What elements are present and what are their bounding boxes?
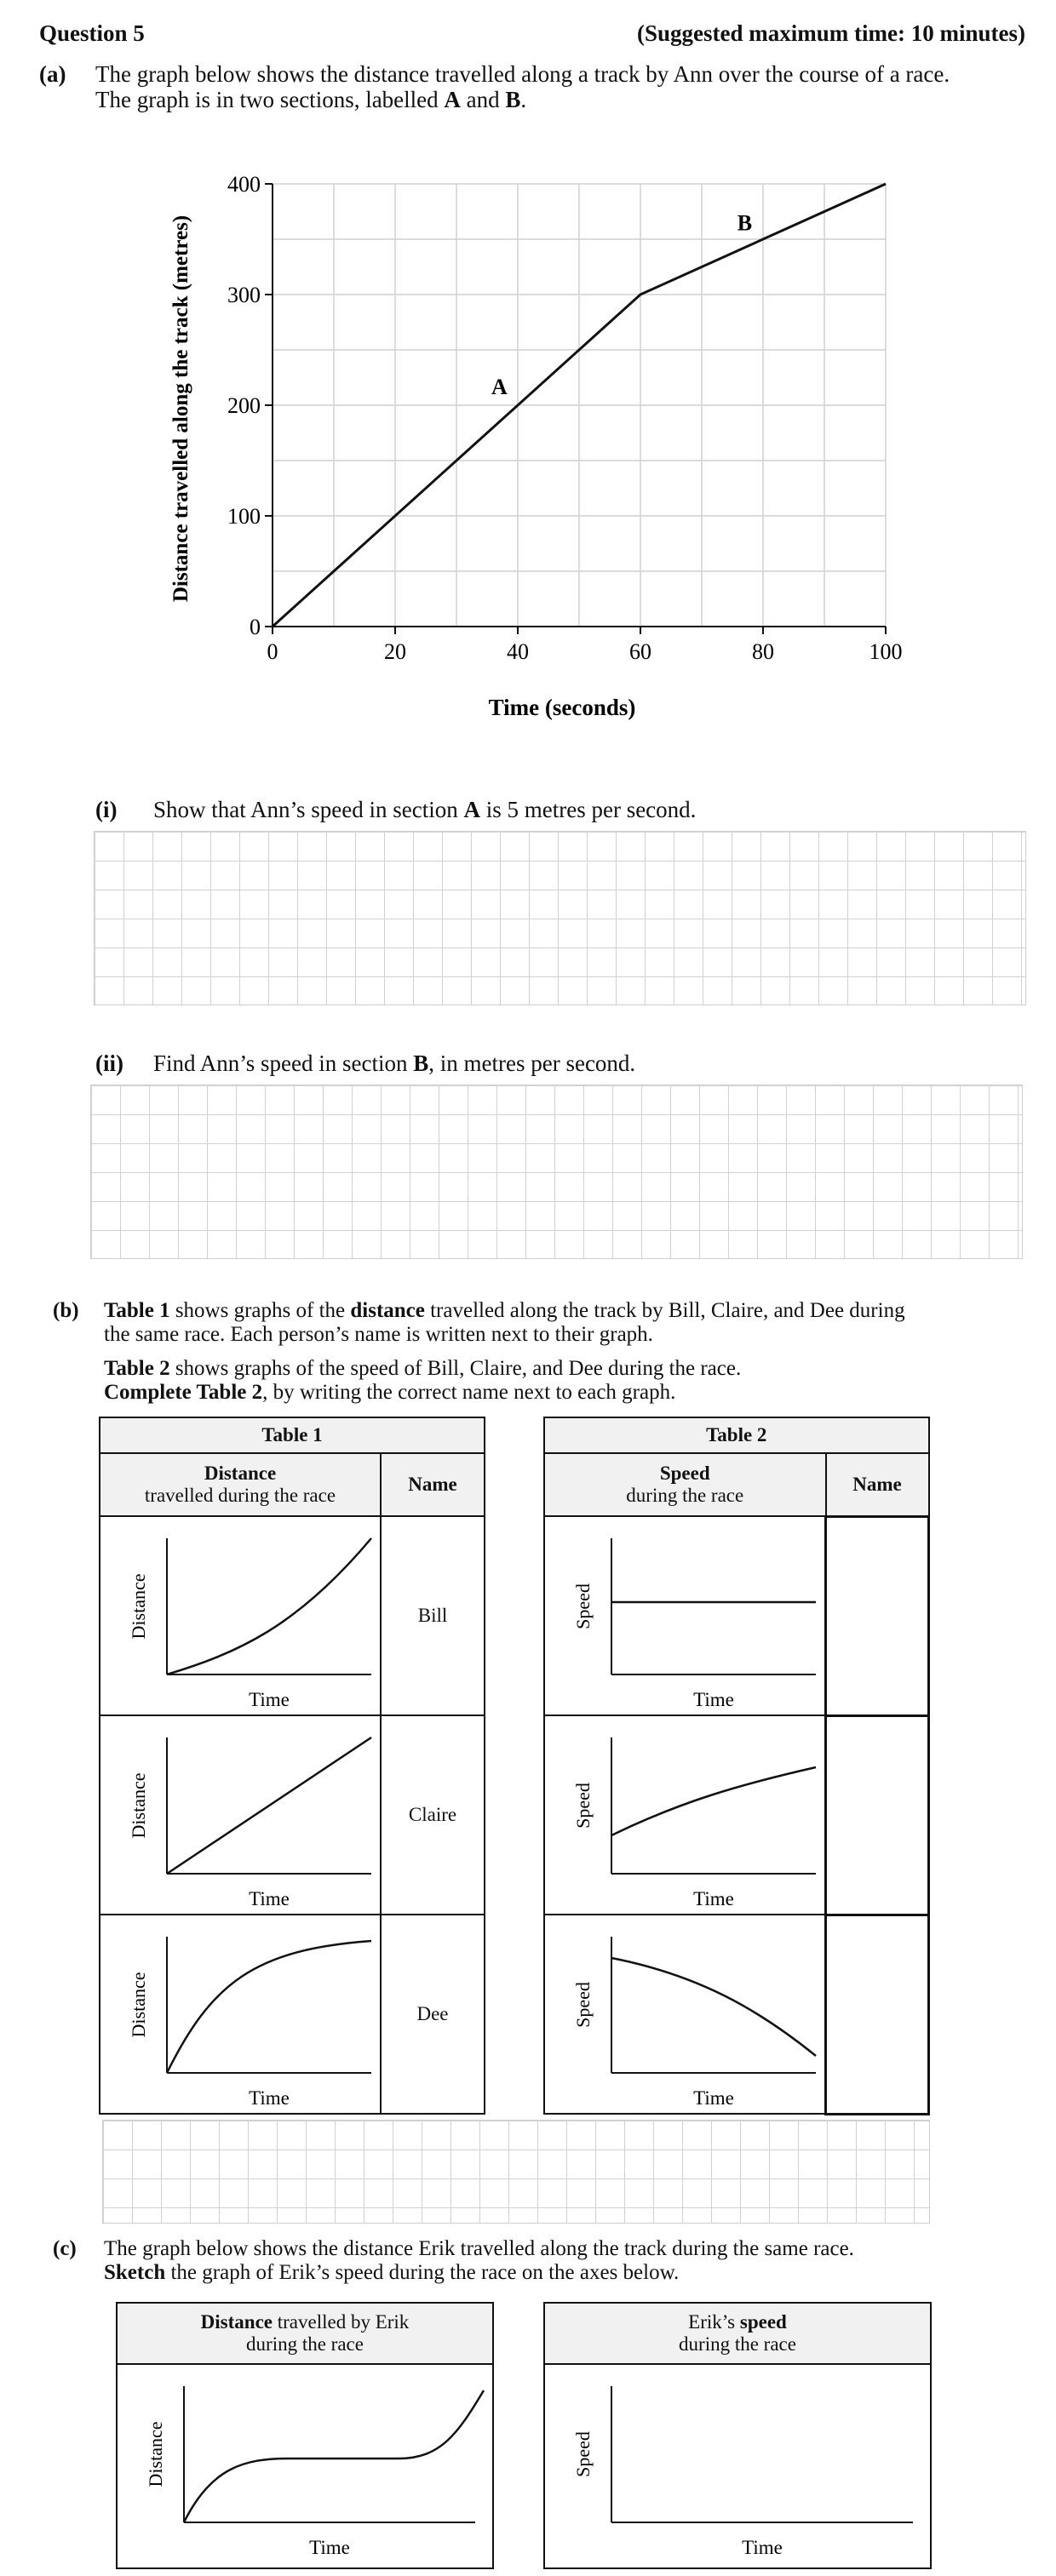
part-a-intro-line1: The graph below shows the distance travelled along a track by Ann over the course of a race. <box>95 61 950 87</box>
part-a-intro-line2: The graph is in two sections, labelled A and B. <box>95 87 527 112</box>
part-c-label: (c) <box>53 2237 77 2260</box>
table-2-col2-header: Name <box>826 1453 929 1516</box>
mini-y-axis-label: Distance <box>145 2421 166 2487</box>
x-tick-label: 80 <box>752 639 774 664</box>
section-label: A <box>491 375 508 399</box>
y-tick-label: 0 <box>250 615 261 639</box>
part-b-line1: Table 1 shows graphs of the distance travelled along the track by Bill, Claire, and Dee during <box>104 1299 905 1322</box>
speed-graph-decreasing <box>545 1915 824 2113</box>
part-c-text <box>104 2237 1032 2285</box>
part-a-label: (a) <box>39 61 66 87</box>
sub-ii-label: (ii) <box>95 1050 123 1076</box>
part-c-line1: The graph below shows the distance Erik travelled along the track during the same race. <box>104 2237 854 2260</box>
erik-speed-sketch-area[interactable] <box>544 2364 931 2568</box>
x-tick-label: 100 <box>869 639 903 664</box>
chart-x-axis-label: Time (seconds) <box>488 695 636 720</box>
part-b-label: (b) <box>53 1299 79 1322</box>
table-2-graph-cell <box>544 1715 826 1915</box>
mini-x-axis-label: Time <box>693 1888 734 1909</box>
mini-y-axis-label: Speed <box>572 1583 594 1629</box>
table-1 <box>99 1417 485 2115</box>
part-b-text <box>104 1299 1032 1405</box>
y-tick-label: 100 <box>227 504 261 529</box>
table-2 <box>543 1417 930 2115</box>
mini-y-axis-label: Speed <box>572 1982 594 2028</box>
mini-graph-curve <box>167 1538 371 1674</box>
table-2-name-input-1[interactable] <box>826 1516 929 1715</box>
distance-graph-bill <box>100 1517 380 1714</box>
sub-ii-text: Find Ann’s speed in section B, in metres per second. <box>153 1050 636 1076</box>
sub-i-text: Show that Ann’s speed in section A is 5 metres per second. <box>153 797 697 822</box>
mini-x-axis-label: Time <box>249 2087 290 2109</box>
table-1-graph-cell <box>100 1715 381 1915</box>
table-2-graph-cell <box>544 1915 826 2114</box>
x-tick-label: 20 <box>384 639 406 664</box>
section-label: B <box>737 210 753 236</box>
answer-grid-i[interactable] <box>94 831 1026 1005</box>
mini-x-axis-label: Time <box>693 2087 734 2109</box>
time-note: (Suggested maximum time: 10 minutes) <box>637 20 1025 46</box>
speed-graph-constant <box>545 1517 824 1714</box>
mini-graph-curve <box>611 1958 816 2056</box>
x-tick-label: 60 <box>629 639 651 664</box>
distance-graph-claire <box>100 1716 380 1914</box>
mini-y-axis-label: Speed <box>572 2431 594 2477</box>
table-1-graph-cell <box>100 1516 381 1715</box>
part-b-line3: Table 2 shows graphs of the speed of Bill, Claire, and Dee during the race. <box>104 1357 742 1380</box>
mini-x-axis-label: Time <box>249 1888 290 1909</box>
erik-speed-box <box>543 2302 932 2569</box>
answer-grid-ii[interactable] <box>90 1085 1023 1259</box>
table-2-graph-cell <box>544 1516 826 1715</box>
table-1-graph-cell <box>100 1915 381 2114</box>
question-number: Question 5 <box>39 20 145 46</box>
erik-distance-box <box>116 2302 494 2569</box>
erik-speed-header: Erik’s speed during the race <box>544 2303 931 2364</box>
erik-distance-header: Distance travelled by Erik during the race <box>117 2303 493 2364</box>
speed-graph-increasing <box>545 1716 824 1914</box>
mini-y-axis-label: Speed <box>572 1783 594 1829</box>
erik-distance-graph-cell <box>117 2364 493 2568</box>
mini-x-axis-label: Time <box>742 2537 783 2558</box>
mini-x-axis-label: Time <box>693 1689 734 1710</box>
table-2-name-input-3[interactable] <box>826 1915 929 2114</box>
mini-graph-curve <box>167 1737 371 1874</box>
table-2-col1-header: Speed during the race <box>544 1453 826 1516</box>
table-1-col1-header: Distance travelled during the race <box>100 1453 381 1516</box>
part-a-intro <box>95 61 1032 112</box>
part-c-line2: Sketch the graph of Erik’s speed during the race on the axes below. <box>104 2261 680 2284</box>
erik-speed-axes[interactable] <box>545 2365 930 2567</box>
table-1-name-dee: Dee <box>381 1915 485 2114</box>
mini-x-axis-label: Time <box>309 2537 350 2558</box>
part-b-line2: the same race. Each person’s name is written next to their graph. <box>104 1323 653 1346</box>
table-1-name-claire: Claire <box>381 1715 485 1915</box>
mini-y-axis-label: Distance <box>128 1972 149 2038</box>
table-1-col2-header: Name <box>381 1453 485 1516</box>
part-b-line4: Complete Table 2, by writing the correct name next to each graph. <box>104 1381 676 1404</box>
mini-graph-curve <box>611 1767 816 1835</box>
table-2-name-input-2[interactable] <box>826 1715 929 1915</box>
answer-grid-b[interactable] <box>102 2120 930 2224</box>
y-tick-label: 400 <box>227 172 261 197</box>
x-tick-label: 40 <box>507 639 529 664</box>
table-1-name-bill: Bill <box>381 1516 485 1715</box>
mini-graph-curve <box>184 2390 484 2522</box>
chart-grid <box>273 184 886 627</box>
table-1-title: Table 1 <box>100 1417 485 1453</box>
sub-i-label: (i) <box>95 797 118 822</box>
distance-graph-dee <box>100 1915 380 2113</box>
table-2-title: Table 2 <box>544 1417 929 1453</box>
chart-ticks <box>227 172 903 664</box>
mini-y-axis-label: Distance <box>128 1573 149 1640</box>
mini-x-axis-label: Time <box>249 1689 290 1710</box>
y-tick-label: 300 <box>227 283 261 307</box>
y-tick-label: 200 <box>227 393 261 418</box>
distance-time-chart <box>153 153 920 732</box>
erik-distance-graph <box>118 2365 492 2567</box>
mini-y-axis-label: Distance <box>128 1772 149 1839</box>
x-tick-label: 0 <box>267 639 278 664</box>
chart-y-axis-label: Distance travelled along the track (metres) <box>169 215 192 603</box>
mini-graph-curve <box>167 1941 371 2073</box>
